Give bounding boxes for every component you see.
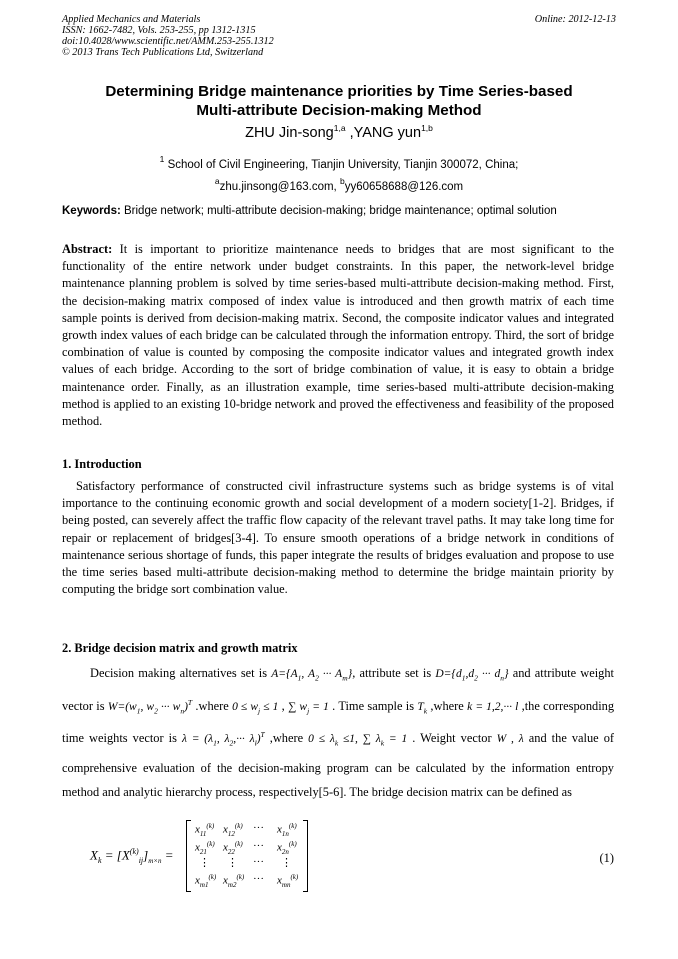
matrix-cell: ···	[253, 822, 264, 834]
s2-text-3: and attribute weight vector is	[62, 666, 614, 713]
journal-header	[62, 14, 274, 58]
abstract-label: Abstract:	[62, 242, 113, 256]
author-2-affil: 1,b	[421, 123, 433, 133]
section-1-body: Satisfactory performance of constructed civil infrastructure systems such as bridge systems is of vital importance to the continuing economic growth and social development of a modern society[1-2]. Bridges, if being posted, can severely affect the traffic flow capacity of the relevant travel paths. It may take long time for repair or replacement of bridges[3-4]. To ensure smooth operations of a bridge network in conditions of maintenance serious shortage of funds, this paper integrate the results of bridges evaluation and propose to use the time series based multi-attribute decision-making method to determine the bridge maintain priority by computing the bridge sort combination value.	[62, 479, 614, 597]
s2-text-6: . Time sample is	[328, 698, 418, 713]
affil-marker-1: 1	[159, 154, 165, 164]
matrix-cell: $x_{22}^{(k)}$	[223, 840, 243, 856]
keywords-text: Bridge network; multi-attribute decision-making; bridge maintenance; optimal solution	[120, 205, 557, 217]
issn-line: ISSN: 1662-7482, Vols. 253-255, pp 1312-1315	[62, 25, 256, 36]
matrix-cell: $x_{m2}^{(k)}$	[223, 873, 245, 889]
equation-lhs: $X_k = [X^{(k)}_{ij}]_{m\times n}$ =	[90, 847, 174, 865]
matrix-cell: ⋮	[281, 857, 292, 869]
affil-institution: School of Civil Engineering, Tianjin University, Tianjin 300072, China;	[164, 159, 519, 171]
matrix-cell: ⋮	[227, 857, 238, 869]
matrix-cell: $x_{m1}^{(k)}$	[195, 873, 217, 889]
math-set-d: $D=\{d_1,d_2$ ··· $d_n$}	[435, 668, 509, 683]
math-w-range: $0 \le w_j \le 1$	[232, 700, 279, 715]
matrix-cell: ···	[253, 840, 264, 852]
author-1: ZHU Jin-song	[245, 125, 334, 141]
doi-line[interactable]: doi:10.4028/www.scientific.net/AMM.253-255.1312	[62, 36, 274, 47]
journal-name: Applied Mechanics and Materials	[62, 14, 201, 25]
s2-text-2: , attribute set is	[352, 666, 436, 680]
math-tk: $T_k$	[417, 700, 428, 715]
matrix-cell: ···	[253, 873, 264, 885]
math-set-a-def: $=\{A_1$, $A_2$ ··· $A_m$}	[278, 668, 353, 683]
email-1[interactable]: zhu.jinsong@163.com,	[219, 181, 340, 193]
equation-1	[90, 820, 616, 892]
s2-text-1: Decision making alternatives set is	[90, 666, 272, 680]
email-marker-b: b	[339, 176, 345, 186]
paper-title	[62, 82, 616, 120]
online-date: Online: 2012-12-13	[534, 14, 616, 25]
math-w-lambda: W , λ	[496, 733, 524, 746]
keywords-label: Keywords:	[62, 205, 121, 217]
author-1-affil: 1,a	[333, 123, 346, 133]
equation-number: (1)	[599, 851, 614, 865]
matrix-cell: $x_{21}^{(k)}$	[195, 840, 215, 856]
matrix-cell: $x_{mn}^{(k)}$	[277, 873, 299, 889]
author-2: YANG yun	[353, 125, 422, 141]
author-separator: ,	[345, 125, 354, 141]
matrix-cell: ⋮	[199, 857, 210, 869]
s2-text-7: ,where	[427, 698, 468, 713]
decision-matrix	[186, 820, 308, 892]
section-1-heading: 1. Introduction	[62, 457, 142, 471]
author-list	[62, 123, 616, 141]
copyright-line: © 2013 Trans Tech Publications Ltd, Switzerland	[62, 47, 264, 58]
abstract	[62, 241, 614, 430]
s2-text-11: and the value of comprehensive evaluation of the decision-making program can be calculated by the information entropy method and analytic hierarchy process, respectively[5-6]. The bridge decision matrix can be defined as	[62, 731, 615, 800]
matrix-cell: $x_{1n}^{(k)}$	[277, 822, 297, 838]
matrix-cell: $x_{11}^{(k)}$	[195, 822, 215, 838]
math-set-a: A	[271, 668, 279, 680]
matrix-cell: $x_{2n}^{(k)}$	[277, 840, 297, 856]
math-k-range: k = 1,2,··· l	[467, 700, 519, 713]
title-line-2: Multi-attribute Decision-making Method	[196, 102, 482, 119]
math-lambda-range: $0 \le \lambda_k \le 1$, ∑ $\lambda_k = 1$	[308, 733, 408, 748]
affiliation	[62, 151, 616, 195]
s2-text-8: ,the corresponding time weights vector is	[62, 698, 615, 746]
email-marker-a: a	[214, 176, 220, 186]
section-2-heading: 2. Bridge decision matrix and growth matrix	[62, 641, 298, 655]
matrix-cell: $x_{12}^{(k)}$	[223, 822, 243, 838]
keywords	[62, 205, 616, 217]
s2-text-5: ,	[278, 698, 289, 713]
title-line-1: Determining Bridge maintenance priorities by Time Series-based	[105, 83, 573, 100]
email-2[interactable]: yy60658688@126.com	[344, 181, 464, 193]
math-lambda-vector: $\lambda = (\lambda_1$, $\lambda_2,\cdot\cdot\cdot \lambda_l)^T$	[181, 730, 265, 748]
math-weight-w: $W=(w_1$, $w_2$ ··· $w_n)^T$	[107, 697, 193, 715]
s2-text-4: .where	[192, 698, 233, 713]
s2-text-10: . Weight vector	[407, 731, 497, 746]
math-w-sum: ∑ $w_j = 1$	[288, 700, 329, 715]
abstract-text: It is important to prioritize maintenance needs to bridges that are most significant to the functionality of the entire network under budget constraints. In this paper, the network-level bridge maintenance planning problem is solved by time series-based multi-attribute decision-making method. First, the decision-making matrix composed of index value is introduced and then growth matrix of each time sample points is derived from decision-making matrix. Second, the composite indicator values and integrated growth index values of each bridge can be calculated through the information entropy. Third, the sort of bridge combination of value is counted by composing the composite indicator values and integrated growth index values of each bridge. According to the sort of bridge combination of value, it is easy to obtain a bridge maintenance order. Finally, as an illustration example, time series-based multi-attribute decision-making method is applied to an existing 10-bridge network and proved the effectiveness and feasibility of the proposed method.	[62, 242, 614, 429]
matrix-cell: ···	[253, 856, 264, 868]
s2-text-9: ,where	[264, 731, 309, 746]
section-2-body	[62, 661, 614, 805]
